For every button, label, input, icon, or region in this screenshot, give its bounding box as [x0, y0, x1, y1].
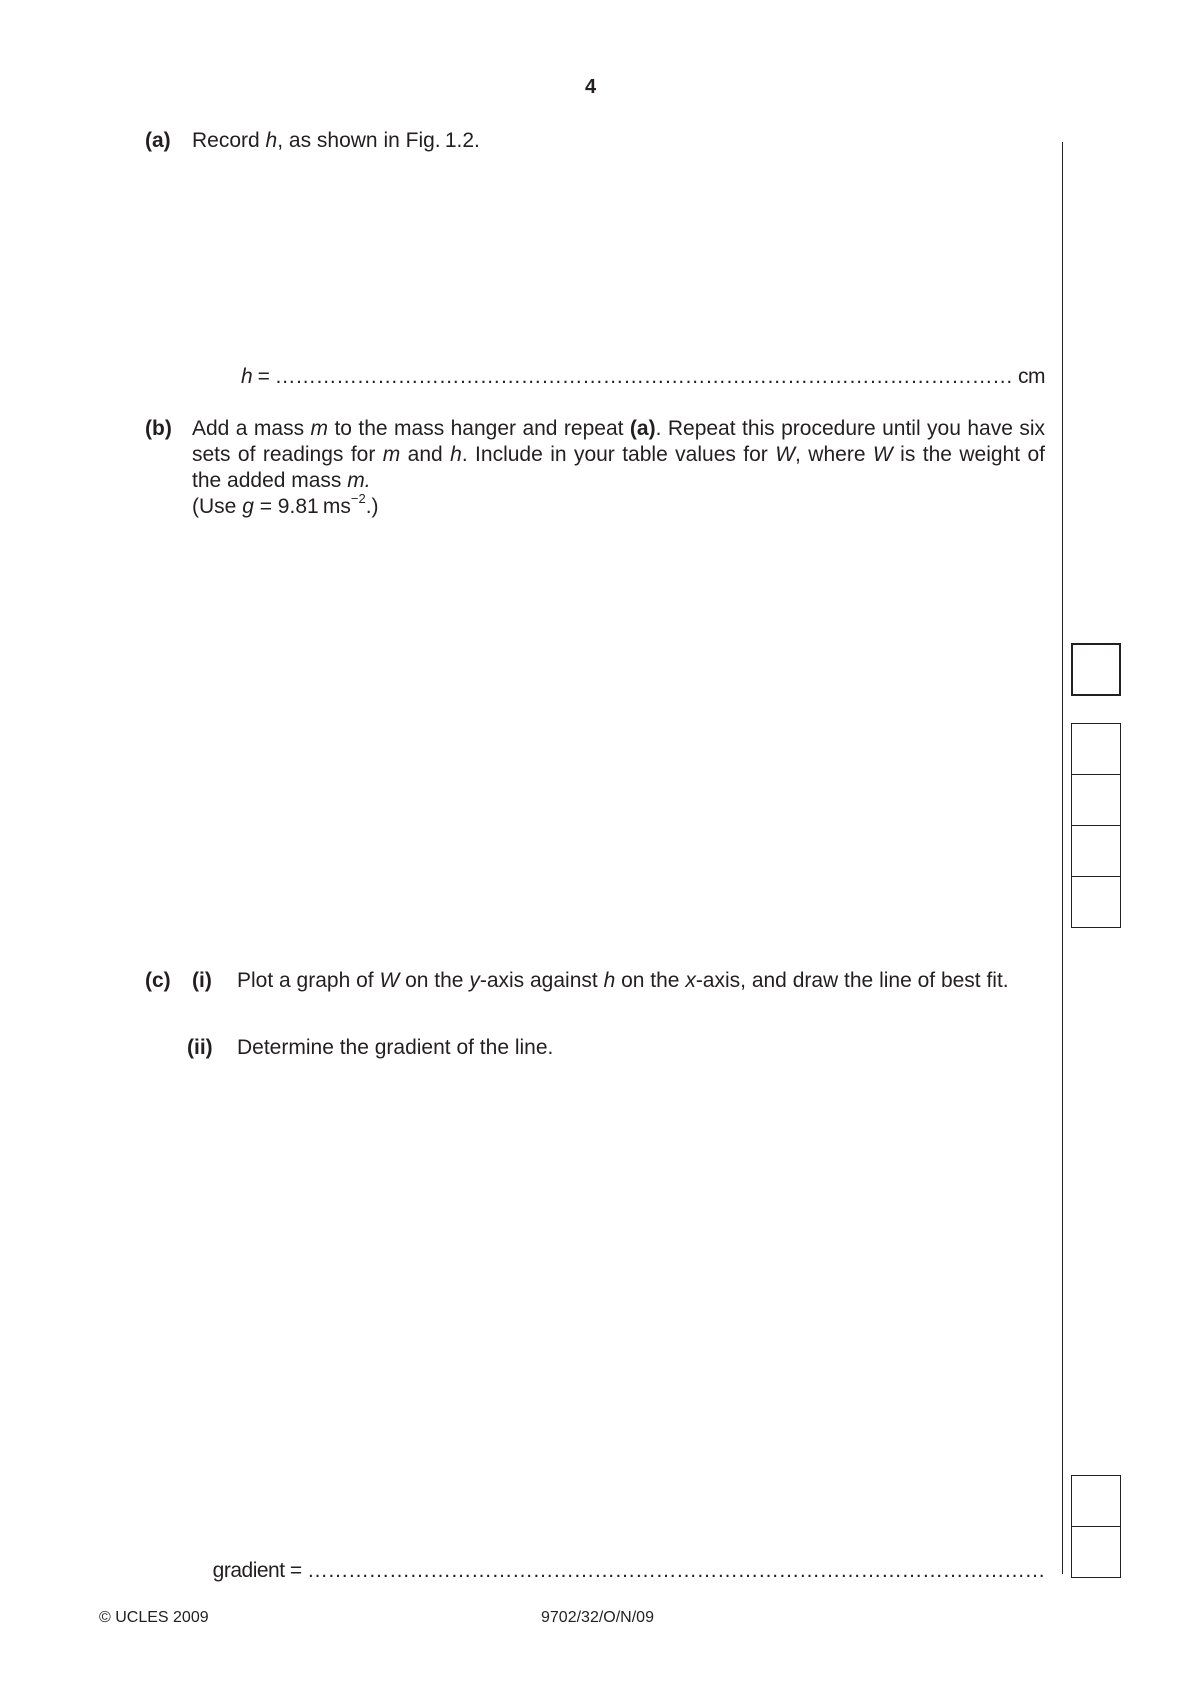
page-number: 4: [585, 76, 597, 98]
part-a-label-text: (a): [145, 129, 171, 152]
paper-code-footer: 9702/32/O/N/09: [541, 1609, 654, 1626]
mark-box-b-2[interactable]: [1071, 774, 1121, 826]
b-text: . Include in your table values for: [461, 443, 776, 466]
use-text: .): [365, 495, 379, 518]
var-W: W: [379, 969, 400, 992]
use-text: (Use: [192, 495, 243, 518]
part-a-question: [192, 128, 1042, 154]
part-c-i-label: [192, 968, 212, 994]
mark-box-c-2[interactable]: [1071, 1526, 1121, 1578]
part-a-label: [145, 128, 171, 154]
part-b-label: [145, 416, 172, 442]
mark-box-c-1[interactable]: [1071, 1475, 1121, 1527]
part-a-text-2: , as shown in Fig. 1.2.: [277, 129, 480, 152]
gradient-answer-line[interactable]: gradient = ………………………………………………………………………………………………: [212, 1559, 1045, 1582]
exponent: −2: [350, 491, 366, 506]
var-h: h: [603, 969, 616, 992]
b-text: to the mass hanger and repeat: [328, 417, 630, 440]
var-W: W: [775, 443, 796, 466]
var-W: W: [872, 443, 893, 466]
sub-ii-label: (ii): [187, 1036, 213, 1059]
part-c-i-question: [237, 968, 1045, 994]
var-x: x: [685, 969, 696, 992]
b-text: , where: [795, 443, 873, 466]
b-text: is the weight of the added mass: [192, 443, 1045, 492]
var-y: y: [469, 969, 480, 992]
c-text: -axis against: [479, 969, 604, 992]
part-a-text: Record: [192, 129, 266, 152]
var-m: m: [382, 443, 401, 466]
part-c-ii-label: [187, 1035, 213, 1061]
copyright-footer: © UCLES 2009: [99, 1609, 209, 1626]
b-text: Add a mass: [192, 417, 311, 440]
g-value-note: [192, 491, 379, 520]
h-answer-dots: = ……………………………………………………………………………………………… cm: [252, 365, 1045, 388]
var-h: h: [265, 129, 278, 152]
var-m: m: [310, 417, 329, 440]
mark-box-b-1[interactable]: [1071, 723, 1121, 775]
examiner-margin-line: [1062, 142, 1063, 1574]
c-text: on the: [615, 969, 686, 992]
sub-i-label: (i): [192, 969, 212, 992]
part-c-label: [145, 968, 171, 994]
var-g: g: [242, 495, 254, 518]
c-text: -axis, and draw the line of best fit.: [695, 969, 1009, 992]
var-h: h: [450, 443, 462, 466]
var-m: m.: [347, 469, 371, 492]
b-text: and: [400, 443, 451, 466]
c-text: on the: [399, 969, 470, 992]
c-text: Plot a graph of: [237, 969, 380, 992]
ref-a: (a): [629, 417, 656, 440]
part-c-ii-question: Determine the gradient of the line.: [237, 1036, 554, 1059]
mark-box-b-3[interactable]: [1071, 825, 1121, 877]
mark-box-a[interactable]: [1071, 643, 1121, 696]
use-text: = 9.81 ms: [253, 495, 351, 518]
b-text: . Repeat this procedure until you have six sets of readings for: [192, 417, 1045, 466]
part-b-label-text: (b): [145, 417, 172, 440]
h-answer-line[interactable]: [241, 364, 1045, 390]
h-answer-var: h: [241, 365, 253, 388]
part-b-question: [192, 416, 1045, 494]
mark-box-b-4[interactable]: [1071, 876, 1121, 928]
part-c-label-text: (c): [145, 969, 171, 992]
